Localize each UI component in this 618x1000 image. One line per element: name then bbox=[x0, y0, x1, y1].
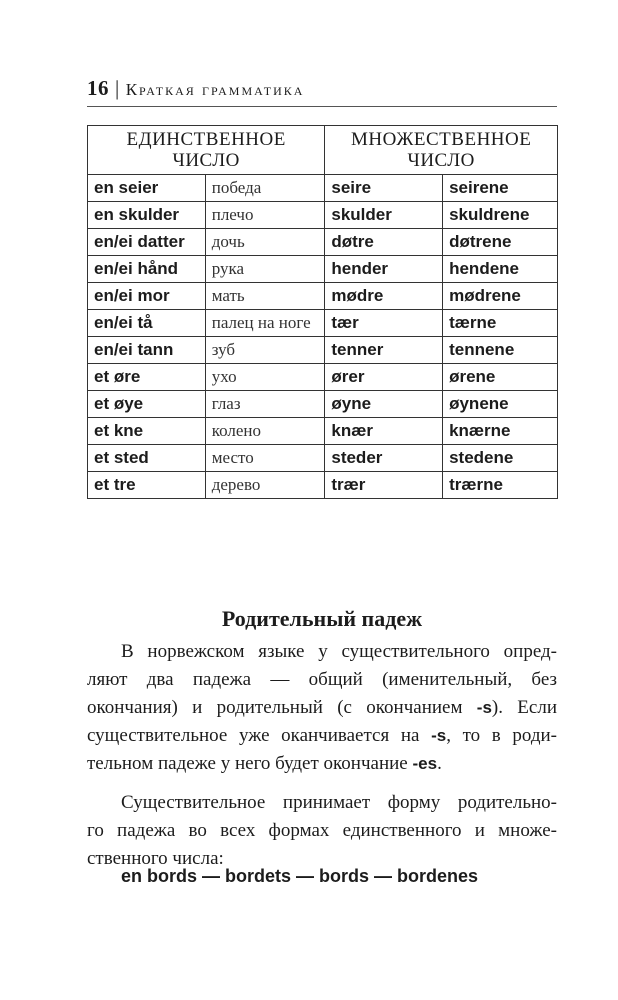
table-row bbox=[88, 256, 558, 283]
table-row bbox=[88, 391, 558, 418]
cell-plural-indefinite: tær bbox=[325, 310, 443, 337]
section-heading: Родительный падеж bbox=[221, 606, 423, 631]
text-segment: Существительное принимает форму родительно- bbox=[121, 792, 557, 813]
cell-plural-definite: hendene bbox=[443, 256, 558, 283]
table-row bbox=[88, 364, 558, 391]
cell-singular-indefinite: et tre bbox=[88, 472, 206, 499]
cell-singular-indefinite: et kne bbox=[88, 418, 206, 445]
cell-translation: плечо bbox=[205, 202, 325, 229]
text-line bbox=[87, 750, 557, 778]
cell-plural-indefinite: knær bbox=[325, 418, 443, 445]
chapter-title: Краткая грамматика bbox=[125, 80, 305, 99]
cell-singular-indefinite: en/ei hånd bbox=[88, 256, 206, 283]
cell-translation: победа bbox=[205, 175, 325, 202]
cell-plural-indefinite: skulder bbox=[325, 202, 443, 229]
paragraph-1 bbox=[87, 638, 557, 778]
cell-plural-definite: øynene bbox=[443, 391, 558, 418]
table-row bbox=[88, 175, 558, 202]
cell-translation: колено bbox=[205, 418, 325, 445]
header-plural: МНОЖЕСТВЕННОЕ ЧИСЛО bbox=[325, 126, 558, 175]
cell-plural-definite: ørene bbox=[443, 364, 558, 391]
cell-plural-indefinite: tenner bbox=[325, 337, 443, 364]
cell-singular-indefinite: en/ei tå bbox=[88, 310, 206, 337]
cell-singular-indefinite: en skulder bbox=[88, 202, 206, 229]
table-row bbox=[88, 445, 558, 472]
table-row bbox=[88, 310, 558, 337]
cell-singular-indefinite: en/ei tann bbox=[88, 337, 206, 364]
cell-translation: дочь bbox=[205, 229, 325, 256]
text-segment: тельном падеже у него будет окончание bbox=[87, 753, 413, 774]
cell-plural-indefinite: mødre bbox=[325, 283, 443, 310]
text-line bbox=[87, 789, 557, 817]
example-forms: en bords — bordets — bords — bordenes bbox=[121, 866, 479, 886]
cell-translation: палец на ноге bbox=[205, 310, 325, 337]
text-segment: существительное уже оканчивается на bbox=[87, 725, 432, 746]
text-segment: окончания) и родительный (с окончанием bbox=[87, 697, 477, 718]
cell-plural-indefinite: ører bbox=[325, 364, 443, 391]
cell-plural-definite: stedene bbox=[443, 445, 558, 472]
table-row bbox=[88, 283, 558, 310]
cell-singular-indefinite: en seier bbox=[88, 175, 206, 202]
cell-translation: рука bbox=[205, 256, 325, 283]
cell-translation: ухо bbox=[205, 364, 325, 391]
cell-singular-indefinite: et øye bbox=[88, 391, 206, 418]
cell-plural-indefinite: steder bbox=[325, 445, 443, 472]
cell-plural-indefinite: døtre bbox=[325, 229, 443, 256]
text-segment: . bbox=[437, 753, 442, 774]
table-row bbox=[88, 202, 558, 229]
separator: | bbox=[115, 76, 120, 100]
cell-plural-indefinite: seire bbox=[325, 175, 443, 202]
cell-translation: место bbox=[205, 445, 325, 472]
text-line bbox=[87, 666, 557, 694]
cell-translation: глаз bbox=[205, 391, 325, 418]
text-segment: ственного числа: bbox=[87, 848, 224, 869]
cell-singular-indefinite: et øre bbox=[88, 364, 206, 391]
suffix-emphasis: -es bbox=[412, 754, 438, 773]
cell-plural-definite: seirene bbox=[443, 175, 558, 202]
table-row bbox=[88, 337, 558, 364]
text-line bbox=[87, 694, 557, 722]
paragraph-2 bbox=[87, 789, 557, 873]
header-singular: ЕДИНСТВЕННОЕ ЧИСЛО bbox=[88, 126, 325, 175]
text-segment: В норвежском языке у существительного опред- bbox=[121, 641, 557, 662]
suffix-emphasis: -s bbox=[431, 726, 447, 745]
page-number: 16 bbox=[87, 76, 109, 100]
cell-translation: зуб bbox=[205, 337, 325, 364]
text-segment: ). Если bbox=[491, 697, 557, 718]
cell-plural-definite: mødrene bbox=[443, 283, 558, 310]
table-header-row bbox=[88, 126, 558, 175]
cell-plural-indefinite: øyne bbox=[325, 391, 443, 418]
cell-plural-definite: døtrene bbox=[443, 229, 558, 256]
cell-singular-indefinite: et sted bbox=[88, 445, 206, 472]
cell-plural-indefinite: trær bbox=[325, 472, 443, 499]
cell-translation: мать bbox=[205, 283, 325, 310]
table-row bbox=[88, 229, 558, 256]
noun-plural-table bbox=[87, 125, 558, 499]
cell-plural-definite: knærne bbox=[443, 418, 558, 445]
table-row bbox=[88, 418, 558, 445]
running-head bbox=[87, 76, 304, 101]
text-line bbox=[87, 638, 557, 666]
cell-plural-definite: skuldrene bbox=[443, 202, 558, 229]
cell-translation: дерево bbox=[205, 472, 325, 499]
suffix-emphasis: -s bbox=[476, 698, 492, 717]
text-line bbox=[87, 722, 557, 750]
table-row bbox=[88, 472, 558, 499]
cell-plural-indefinite: hender bbox=[325, 256, 443, 283]
text-line bbox=[87, 817, 557, 845]
cell-singular-indefinite: en/ei datter bbox=[88, 229, 206, 256]
header-rule bbox=[87, 106, 557, 107]
cell-plural-definite: trærne bbox=[443, 472, 558, 499]
cell-plural-definite: tennene bbox=[443, 337, 558, 364]
text-segment: го падежа во всех формах единственного и множе- bbox=[87, 820, 557, 841]
cell-plural-definite: tærne bbox=[443, 310, 558, 337]
text-segment: ляют два падежа — общий (именительный, без bbox=[87, 669, 557, 690]
text-segment: , то в роди- bbox=[446, 725, 557, 746]
cell-singular-indefinite: en/ei mor bbox=[88, 283, 206, 310]
